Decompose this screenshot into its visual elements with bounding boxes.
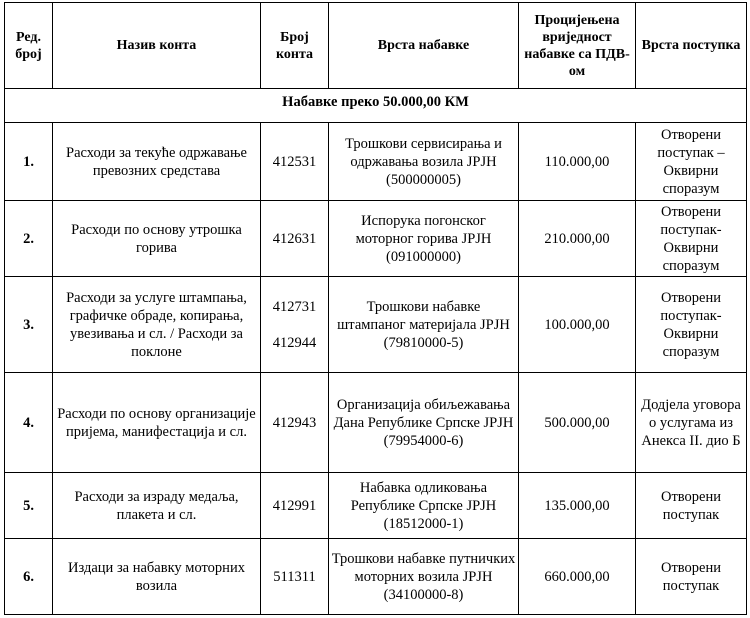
procedure-type: Отворени поступак – Оквирни споразум xyxy=(636,123,747,201)
header-account-no: Број конта xyxy=(261,3,329,89)
account-no: 412943 xyxy=(261,373,329,473)
account-name: Расходи за израду медаља, плакета и сл. xyxy=(53,473,261,539)
procurement-type: Организација обиљежавања Дана Републике Српске ЈРЈН (79954000-6) xyxy=(329,373,519,473)
procurement-type: Трошкови сервисирања и одржавања возила ЈРЈН (500000005) xyxy=(329,123,519,201)
account-no-cell xyxy=(261,277,329,373)
header-num: Ред. број xyxy=(5,3,53,89)
header-account-name: Назив конта xyxy=(53,3,261,89)
account-no: 412531 xyxy=(261,123,329,201)
account-name: Расходи по основу утрошка горива xyxy=(53,201,261,277)
account-no: 412991 xyxy=(261,473,329,539)
estimated-value: 660.000,00 xyxy=(519,539,636,615)
header-row xyxy=(5,3,747,89)
procurement-table xyxy=(4,2,747,615)
table-row xyxy=(5,473,747,539)
row-num: 2. xyxy=(5,201,53,277)
row-num: 6. xyxy=(5,539,53,615)
account-no: 412631 xyxy=(261,201,329,277)
estimated-value: 110.000,00 xyxy=(519,123,636,201)
table-row xyxy=(5,539,747,615)
estimated-value: 500.000,00 xyxy=(519,373,636,473)
account-no: 412731 xyxy=(272,298,317,315)
header-procurement-type: Врста набавке xyxy=(329,3,519,89)
row-num: 4. xyxy=(5,373,53,473)
table-row xyxy=(5,123,747,201)
table-row xyxy=(5,201,747,277)
procedure-type: Отворени поступак- Оквирни споразум xyxy=(636,201,747,277)
section-title: Набавке преко 50.000,00 КМ xyxy=(5,89,747,123)
row-num: 3. xyxy=(5,277,53,373)
section-row xyxy=(5,89,747,123)
row-num: 5. xyxy=(5,473,53,539)
account-no: 412944 xyxy=(272,334,317,351)
procurement-type: Испорука погонског моторног горива ЈРЈН (091000000) xyxy=(329,201,519,277)
table-row xyxy=(5,373,747,473)
procurement-type: Трошкови набавке путничких моторних возила ЈРЈН (34100000-8) xyxy=(329,539,519,615)
row-num: 1. xyxy=(5,123,53,201)
account-name: Расходи за текуће одржавање превозних средстава xyxy=(53,123,261,201)
header-procedure-type: Врста поступка xyxy=(636,3,747,89)
table-row xyxy=(5,277,747,373)
procedure-type: Отворени поступак- Оквирни споразум xyxy=(636,277,747,373)
estimated-value: 210.000,00 xyxy=(519,201,636,277)
estimated-value: 135.000,00 xyxy=(519,473,636,539)
account-name: Издаци за набавку моторних возила xyxy=(53,539,261,615)
estimated-value: 100.000,00 xyxy=(519,277,636,373)
account-name: Расходи по основу организације пријема, манифестација и сл. xyxy=(53,373,261,473)
header-estimated-value: Процијењена вриједност набавке са ПДВ-ом xyxy=(519,3,636,89)
procurement-type: Набавка одликовања Републике Српске ЈРЈН (18512000-1) xyxy=(329,473,519,539)
account-no: 511311 xyxy=(261,539,329,615)
procurement-type: Трошкови набавке штампаног материјала ЈРЈН (79810000-5) xyxy=(329,277,519,373)
account-name: Расходи за услуге штампања, графичке обраде, копирања, увезивања и сл. / Расходи за поклоне xyxy=(53,277,261,373)
procedure-type: Додјела уговора о услугама из Анекса II. дио Б xyxy=(636,373,747,473)
procedure-type: Отворени поступак xyxy=(636,473,747,539)
procedure-type: Отворени поступак xyxy=(636,539,747,615)
